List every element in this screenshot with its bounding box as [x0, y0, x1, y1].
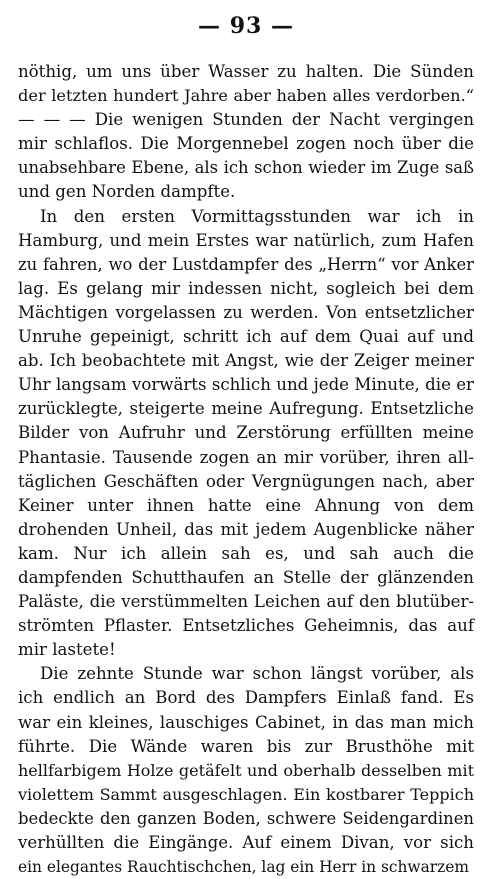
text-line: nöthig, um uns über Wasser zu halten. Die Sünden [18, 62, 474, 81]
paragraph [18, 60, 474, 205]
text-line: In den ersten Vormittagsstunden war ich in [40, 206, 474, 226]
body-text [18, 60, 474, 879]
text-line: ich endlich an Bord des Dampfers Einlaß fand. Es [18, 688, 474, 708]
text-line: ein elegantes Rauchtischchen, lag ein Herr in schwarzem [18, 858, 469, 877]
text-line: strömten Pflaster. Entsetzliches Geheimnis, das auf [18, 616, 474, 636]
text-line: Paläste, die verstümmelten Leichen auf den blutüber- [18, 592, 474, 612]
text-line: führte. Die Wände waren bis zur Brusthöhe mit [18, 736, 474, 756]
text-line: und gen Norden dampfte. [18, 182, 236, 202]
text-line: Unruhe gepeinigt, schritt ich auf dem Quai auf und [18, 327, 474, 347]
text-line: der letzten hundert Jahre aber haben alles verdorben.“ [18, 86, 474, 106]
text-line: — — — Die wenigen Stunden der Nacht vergingen [18, 110, 474, 130]
text-line: verhüllten die Eingänge. Auf einem Divan, vor sich [18, 833, 474, 852]
text-line: ab. Ich beobachtete mit Angst, wie der Zeiger meiner [18, 351, 474, 371]
text-line: Keiner unter ihnen hatte eine Ahnung von dem [18, 495, 474, 515]
paragraph [18, 662, 474, 879]
text-line: Uhr langsam vorwärts schlich und jede Minute, die er [18, 375, 474, 395]
text-line: zu fahren, wo der Lustdampfer des „Herrn“ vor Anker [18, 254, 474, 274]
text-line: Die zehnte Stunde war schon längst vorüber, als [40, 664, 474, 684]
paragraph [18, 205, 474, 663]
text-line: violettem Sammt ausgeschlagen. Ein kostbarer Teppich [18, 784, 474, 804]
text-line: bedeckte den ganzen Boden, schwere Seidengardinen [18, 808, 474, 828]
text-line: zurücklegte, steigerte meine Aufregung. Entsetzliche [18, 399, 474, 419]
page-number: — 93 — [198, 13, 294, 39]
text-line: dampfenden Schutthaufen an Stelle der glänzenden [18, 567, 474, 587]
text-line: Phantasie. Tausende zogen an mir vorüber, ihren all- [18, 447, 474, 467]
text-line: unabsehbare Ebene, als ich schon wieder im Zuge saß [18, 158, 474, 178]
text-line: hellfarbigem Holze getäfelt und oberhalb desselben mit [18, 760, 474, 780]
text-line: lag. Es gelang mir indessen nicht, sogleich bei dem [18, 278, 474, 298]
text-line: mir schlaflos. Die Morgennebel zogen noch über die [18, 134, 474, 154]
text-line: Mächtigen vorgelassen zu werden. Von entsetzlicher [18, 302, 474, 322]
text-line: täglichen Geschäften oder Vergnügungen nach, aber [18, 471, 474, 491]
text-line: drohenden Unheil, das mit jedem Augenblicke näher [18, 519, 474, 539]
text-line: mir lastete! [18, 640, 116, 660]
text-line: war ein kleines, lauschiges Cabinet, in das man mich [18, 712, 474, 732]
text-line: Bilder von Aufruhr und Zerstörung erfüllten meine [18, 423, 474, 443]
text-line: Hamburg, und mein Erstes war natürlich, zum Hafen [18, 230, 474, 250]
text-line: kam. Nur ich allein sah es, und sah auch die [18, 543, 474, 563]
